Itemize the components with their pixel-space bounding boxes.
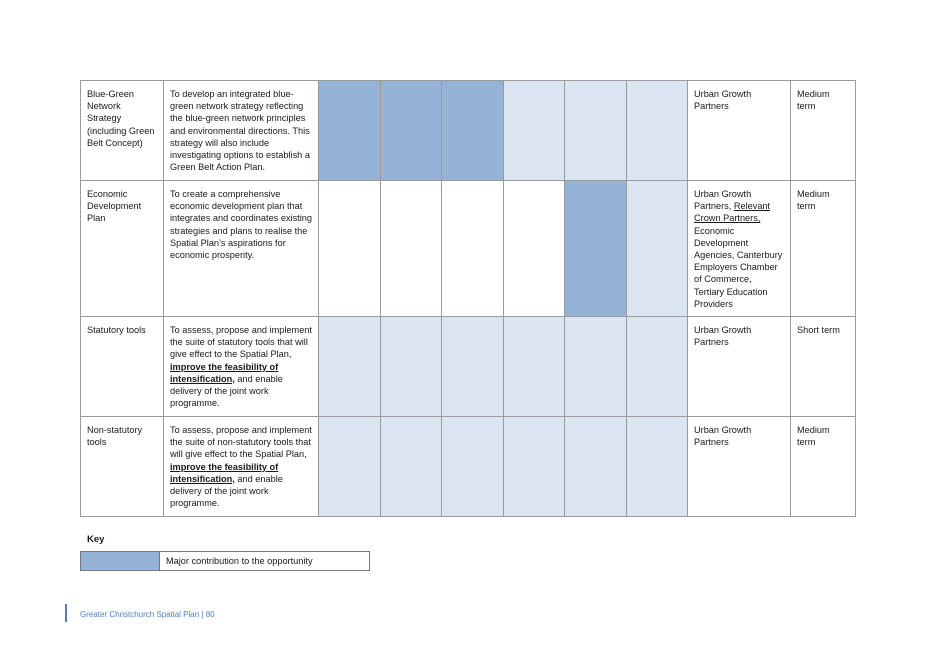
- contribution-cell: [381, 317, 442, 417]
- contribution-cell: [319, 317, 381, 417]
- row-partners: Urban Growth Partners: [688, 417, 791, 517]
- key-label: Major contribution to the opportunity: [166, 556, 313, 566]
- description-emphasis: improve the feasibility of intensification,: [170, 461, 279, 484]
- contribution-cell: [442, 181, 504, 317]
- description-text: To assess, propose and implement the suite of non-statutory tools that will give effect to the Spatial Plan,: [170, 425, 312, 460]
- contribution-cell: [627, 417, 688, 517]
- contribution-cell: [319, 81, 381, 181]
- table-row: [81, 417, 856, 517]
- row-name: Statutory tools: [81, 317, 164, 417]
- key-swatch: [81, 552, 160, 570]
- description-text: To assess, propose and implement the suite of statutory tools that will give effect to the Spatial Plan,: [170, 325, 312, 360]
- contribution-cell: [627, 181, 688, 317]
- footer-accent-bar: [65, 604, 67, 622]
- contribution-cell: [319, 417, 381, 517]
- contribution-cell: [627, 317, 688, 417]
- row-description: [164, 317, 319, 417]
- partners-underlined-text: Relevant Crown Partners,: [694, 201, 771, 224]
- contribution-cell: [504, 417, 565, 517]
- contribution-cell: [442, 81, 504, 181]
- row-timeframe: Medium term: [791, 417, 856, 517]
- work-programme-table: [80, 80, 856, 517]
- contribution-cell: [442, 417, 504, 517]
- table-row: [81, 81, 856, 181]
- row-timeframe: Medium term: [791, 81, 856, 181]
- contribution-cell: [504, 81, 565, 181]
- contribution-cell: [381, 417, 442, 517]
- row-partners: Urban Growth Partners: [688, 81, 791, 181]
- row-description: To create a comprehensive economic development plan that integrates and coordinates existing strategies and plans to realise the Spatial Plan’s aspirations for economic prosperity.: [164, 181, 319, 317]
- row-timeframe: Short term: [791, 317, 856, 417]
- contribution-cell: [381, 81, 442, 181]
- footer-page-label: Greater Christchurch Spatial Plan | 80: [80, 610, 215, 619]
- contribution-cell: [565, 181, 627, 317]
- contribution-cell: [442, 317, 504, 417]
- partners-text: Economic Development Agencies, Canterbury Employers Chamber of Commerce, Tertiary Education Providers: [694, 225, 783, 309]
- contribution-cell: [319, 181, 381, 317]
- description-emphasis: improve the feasibility of intensification,: [170, 361, 279, 384]
- contribution-cell: [504, 317, 565, 417]
- row-name: Economic Development Plan: [81, 181, 164, 317]
- contribution-cell: [504, 181, 565, 317]
- description-text: and enable delivery of the joint work programme.: [170, 373, 283, 409]
- table-row: [81, 181, 856, 317]
- contribution-cell: [627, 81, 688, 181]
- row-name: Non-statutory tools: [81, 417, 164, 517]
- row-description: To develop an integrated blue-green network strategy reflecting the blue-green network principles and environmental directions. This strategy will also include investigating options to establish a Green Belt Action Plan.: [164, 81, 319, 181]
- partners-text: Urban Growth Partners,: [694, 189, 752, 212]
- row-timeframe: Medium term: [791, 181, 856, 317]
- key-legend: [80, 551, 370, 571]
- contribution-cell: [381, 181, 442, 317]
- contribution-cell: [565, 417, 627, 517]
- table-row: [81, 317, 856, 417]
- description-text: and enable delivery of the joint work programme.: [170, 473, 283, 509]
- row-description: [164, 417, 319, 517]
- row-name: Blue-Green Network Strategy (including Green Belt Concept): [81, 81, 164, 181]
- row-partners: Urban Growth Partners: [688, 317, 791, 417]
- row-partners: [688, 181, 791, 317]
- key-title: Key: [87, 534, 105, 545]
- contribution-cell: [565, 81, 627, 181]
- contribution-cell: [565, 317, 627, 417]
